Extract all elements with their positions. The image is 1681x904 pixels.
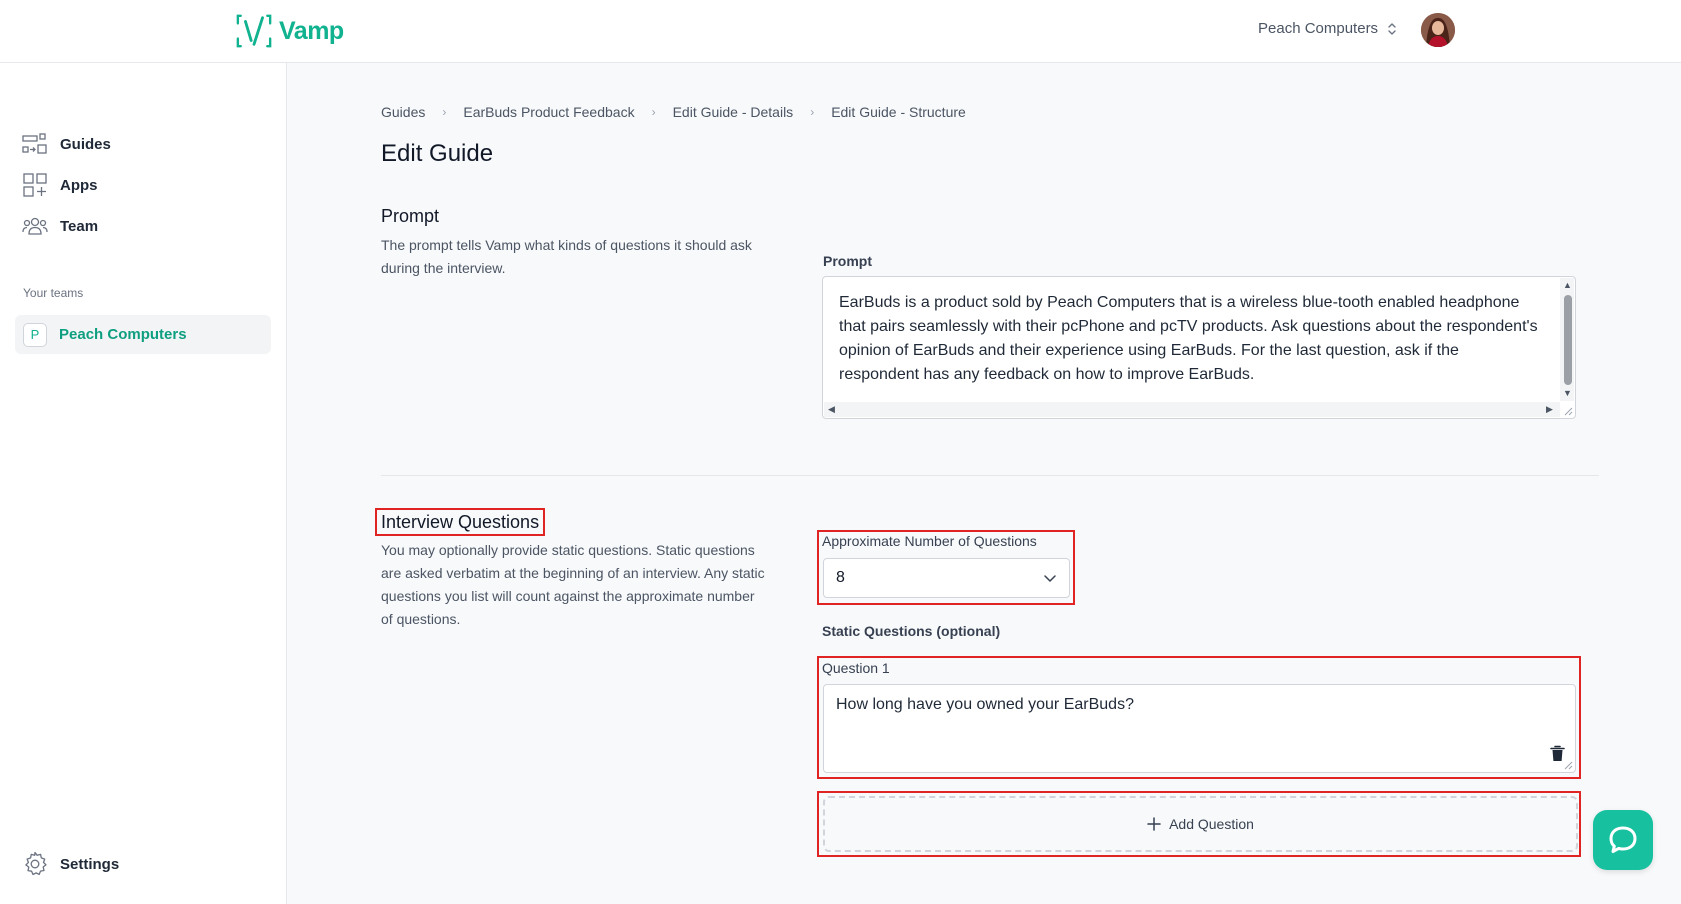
sidebar-item-label: Apps bbox=[60, 176, 98, 194]
interview-questions-description: You may optionally provide static questions. Static questions are asked verbatim at the beginning of an interview. Any static questions you list will count against the approximate number of questions. bbox=[381, 542, 765, 627]
avatar-image bbox=[1421, 13, 1455, 47]
team-switcher-label: Peach Computers bbox=[1258, 20, 1379, 37]
gear-icon bbox=[22, 851, 48, 877]
static-questions-label: Static Questions (optional) bbox=[822, 623, 1001, 639]
breadcrumb-item-guides[interactable]: Guides bbox=[381, 104, 426, 120]
sidebar-item-label: Guides bbox=[60, 135, 111, 153]
help-chat-button[interactable] bbox=[1593, 810, 1653, 870]
sidebar-item-label: Team bbox=[60, 217, 99, 235]
chat-bubble-icon bbox=[1606, 823, 1640, 857]
sidebar-item-apps[interactable] bbox=[22, 172, 98, 198]
resize-handle-icon[interactable] bbox=[1563, 406, 1573, 416]
breadcrumb-separator-icon: › bbox=[651, 105, 656, 119]
scroll-right-arrow-icon[interactable]: ▶ bbox=[1546, 404, 1553, 414]
question-count-select[interactable] bbox=[823, 558, 1070, 598]
interview-questions-title: Interview Questions bbox=[381, 512, 540, 532]
sidebar-team-peach-computers[interactable] bbox=[15, 315, 271, 354]
sidebar-item-guides[interactable] bbox=[22, 131, 111, 157]
breadcrumb bbox=[381, 104, 966, 120]
prompt-section-description: The prompt tells Vamp what kinds of questions it should ask during the interview. bbox=[381, 237, 752, 276]
team-name: Peach Computers bbox=[59, 326, 187, 343]
prompt-text: EarBuds is a product sold by Peach Computers that is a wireless blue-tooth enabled headphone that pairs seamlessly with their pcPhone and pcTV products. Ask questions about the respondent's opinion of EarBuds and their experience using EarBuds. For the last question, ask if the respondent has any feedback on how to improve EarBuds. bbox=[839, 294, 1538, 383]
question-1-text: How long have you owned your EarBuds? bbox=[836, 696, 1134, 713]
team-icon bbox=[22, 213, 48, 239]
page-title: Edit Guide bbox=[381, 140, 494, 167]
prompt-textarea[interactable] bbox=[822, 276, 1576, 419]
apps-icon bbox=[22, 172, 48, 198]
prompt-scroll-thumb[interactable] bbox=[1564, 295, 1572, 385]
your-teams-heading: Your teams bbox=[23, 286, 84, 300]
resize-handle-icon[interactable] bbox=[1563, 760, 1573, 770]
prompt-section-title: Prompt bbox=[381, 206, 440, 226]
add-question-label: Add Question bbox=[1169, 816, 1254, 832]
sidebar-item-settings[interactable] bbox=[22, 851, 119, 877]
breadcrumb-item-edit-structure: Edit Guide - Structure bbox=[831, 104, 966, 120]
prompt-field-label: Prompt bbox=[823, 253, 872, 269]
vamp-logo-icon bbox=[235, 12, 273, 50]
team-switcher[interactable] bbox=[1258, 20, 1398, 37]
top-bar bbox=[0, 0, 1681, 63]
plus-icon bbox=[1147, 817, 1161, 831]
team-initial-badge: P bbox=[23, 323, 47, 347]
scroll-down-arrow-icon[interactable]: ▼ bbox=[1563, 388, 1572, 398]
breadcrumb-separator-icon: › bbox=[442, 105, 447, 119]
vamp-logo[interactable] bbox=[235, 12, 344, 50]
breadcrumb-item-earbuds-feedback[interactable]: EarBuds Product Feedback bbox=[463, 104, 635, 120]
chevron-up-down-icon bbox=[1386, 22, 1398, 36]
user-avatar[interactable] bbox=[1421, 13, 1455, 47]
breadcrumb-item-edit-details[interactable]: Edit Guide - Details bbox=[672, 104, 794, 120]
breadcrumb-separator-icon: › bbox=[810, 105, 815, 119]
section-divider bbox=[381, 475, 1599, 476]
question-count-label: Approximate Number of Questions bbox=[822, 533, 1037, 549]
scroll-left-arrow-icon[interactable]: ◀ bbox=[828, 404, 835, 414]
sidebar-item-team[interactable] bbox=[22, 213, 98, 239]
prompt-horizontal-scrollbar[interactable] bbox=[824, 402, 1560, 417]
question-1-textarea[interactable] bbox=[823, 684, 1576, 773]
sidebar bbox=[0, 63, 287, 904]
sidebar-item-label: Settings bbox=[60, 855, 120, 873]
brand-name: Vamp bbox=[279, 16, 344, 45]
add-question-button[interactable] bbox=[823, 796, 1578, 852]
question-count-value: 8 bbox=[836, 569, 845, 586]
guides-icon bbox=[22, 131, 48, 157]
chevron-down-icon bbox=[1043, 571, 1057, 585]
question-1-label: Question 1 bbox=[822, 660, 890, 676]
scroll-up-arrow-icon[interactable]: ▲ bbox=[1563, 280, 1572, 290]
